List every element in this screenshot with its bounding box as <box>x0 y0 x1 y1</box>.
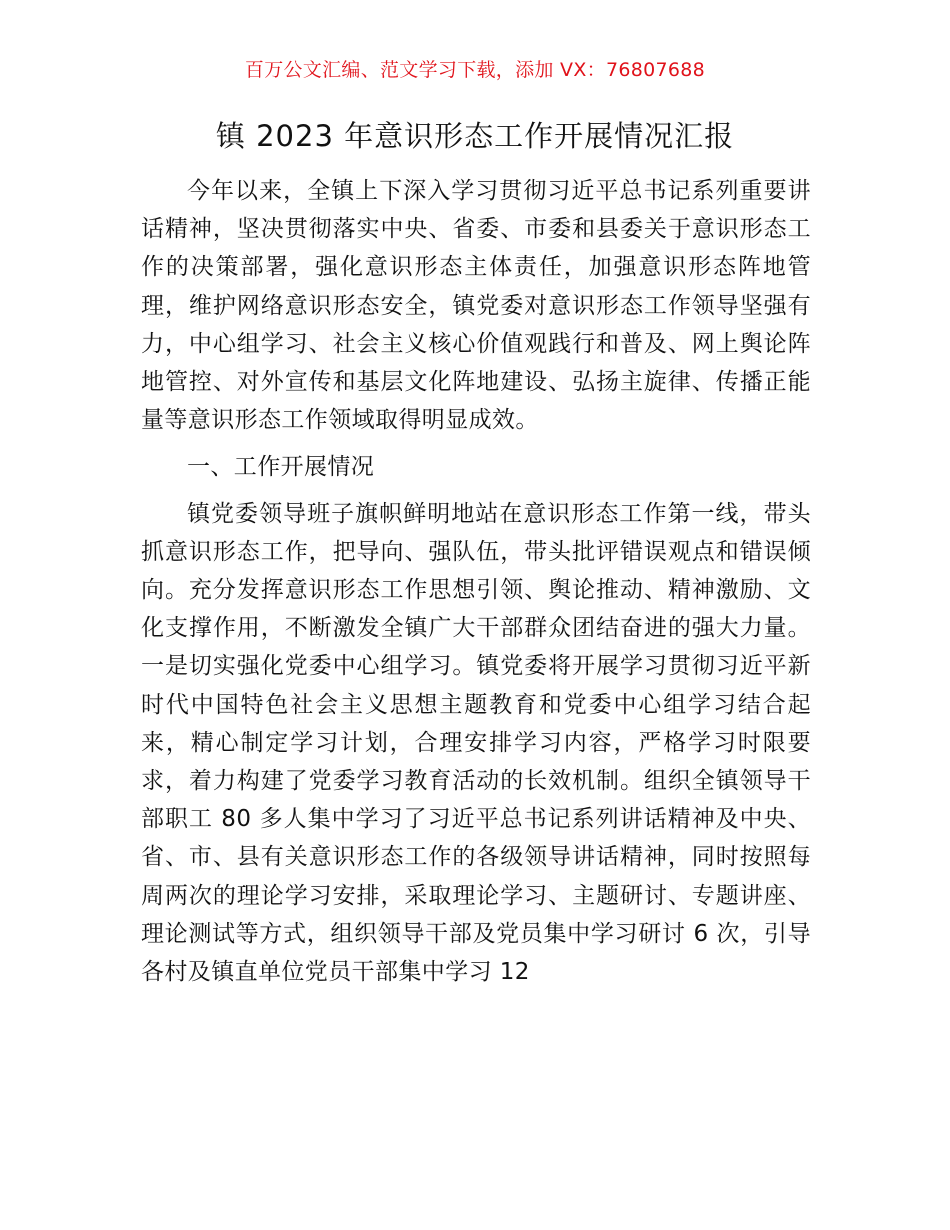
document-title: 镇 2023 年意识形态工作开展情况汇报 <box>215 119 735 153</box>
intro-paragraph: 今年以来，全镇上下深入学习贯彻习近平总书记系列重要讲话精神，坚决贯彻落实中央、省委、市委和县委关于意识形态工作的决策部署，强化意识形态主体责任，加强意识形态阵地管理，维护网络意识形态安全，镇党委对意识形态工作领导坚强有力，中心组学习、社会主义核心价值观践行和普及、网上舆论阵地管控、对外宣传和基层文化阵地建设、弘扬主旋律、传播正能量等意识形态工作领域取得明显成效。 <box>141 178 811 434</box>
body-paragraph: 镇党委领导班子旗帜鲜明地站在意识形态工作第一线，带头抓意识形态工作，把导向、强队伍，带头批评错误观点和错误倾向。充分发挥意识形态工作思想引领、舆论推动、精神激励、文化支撑作用，不断激发全镇广大干部群众团结奋进的强大力量。一是切实强化党委中心组学习。镇党委将开展学习贯彻习近平新时代中国特色社会主义思想主题教育和党委中心组学习结合起来，精心制定学习计划，合理安排学习内容，严格学习时限要求，着力构建了党委学习教育活动的长效机制。组织全镇领导干部职工 80 多人集中学习了习近平总书记系列讲话精神及中央、省、市、县有关意识形态工作的各级领导讲话精神，同时按照每周两次的理论学习安排，采取理论学习、主题研讨、专题讲座、理论测试等方式，组织领导干部及党员集中学习研讨 6 次，引导各村及镇直单位党员干部集中学习 12 <box>141 500 811 986</box>
document-body <box>141 172 811 991</box>
watermark-header: 百万公文汇编、范文学习下载，添加 VX：76807688 <box>244 59 706 81</box>
section-heading: 一、工作开展情况 <box>187 453 375 480</box>
